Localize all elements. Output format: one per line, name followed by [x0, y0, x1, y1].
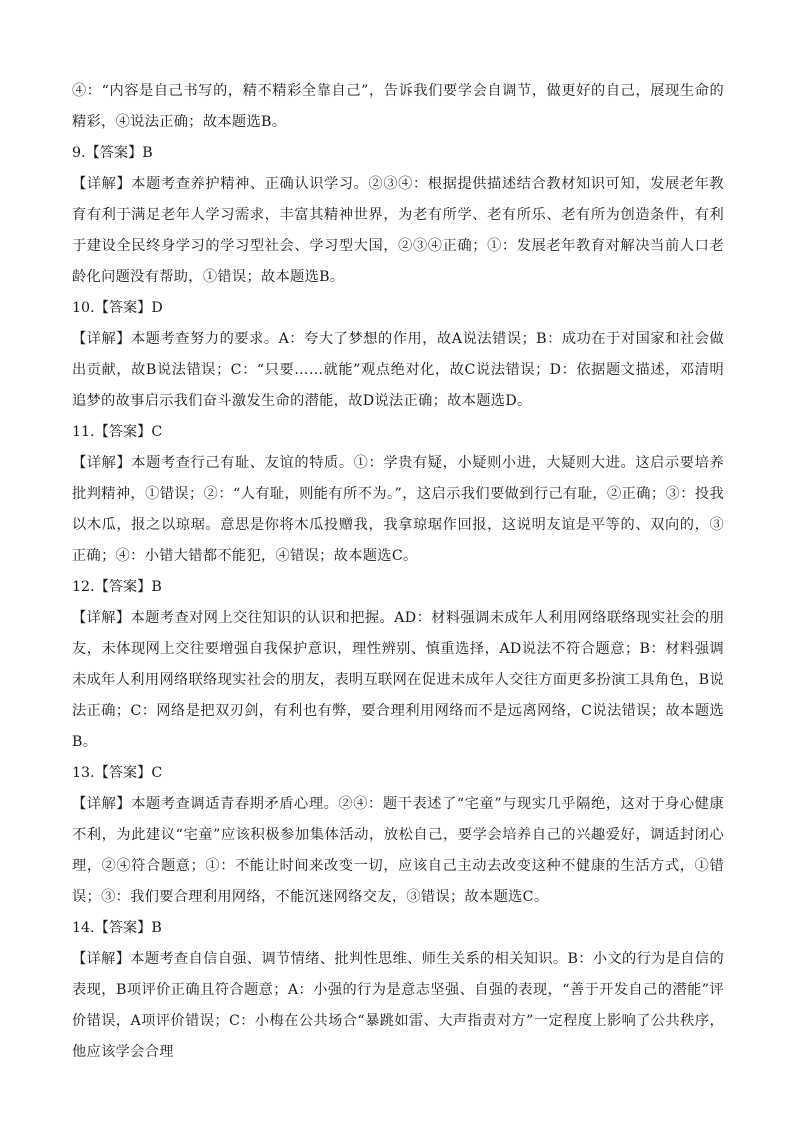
explanation-11: 【详解】本题考查行己有耻、友谊的特质。①：学贵有疑，小疑则小进，大疑则大进。这启示要培养批判精神，①错误；②：“人有耻，则能有所不为。”，这启示我们要做到行己有耻，②正确；③：投我以木瓜，报之以琼琚。意思是你将木瓜投赠我，我拿琼琚作回报，这说明友谊是平等的、双向的，③正确；④：小错大错都不能犯，④错误；故本题选C。 — [72, 455, 724, 564]
paragraph-q8-conclusion: ④：“内容是自己书写的，精不精彩全靠自己”，告诉我们要学会自调节，做更好的自己，展现生命的精彩，④说法正确；故本题选B。 — [72, 83, 724, 130]
document-page — [72, 76, 724, 1068]
explanation-13: 【详解】本题考查调适青春期矛盾心理。②④：题干表述了“宅童”与现实几乎隔绝，这对于身心健康不利，为此建议“宅童”应该积极参加集体活动，放松自己，要学会培养自己的兴趣爱好，调适封闭心理，②④符合题意；①：不能让时间来改变一切，应该自己主动去改变这种不健康的生活方式，①错误；③：我们要合理利用网络，不能沉迷网络交友，③错误；故本题选C。 — [72, 796, 724, 905]
explanation-10: 【详解】本题考查努力的要求。A：夸大了梦想的作用，故A说法错误；B：成功在于对国家和社会做出贡献，故B说法错误；C：“只要……就能”观点绝对化，故C说法错误；D：依据题文描述，邓清明追梦的故事启示我们奋斗激发生命的潜能，故D说法正确；故本题选D。 — [72, 331, 724, 409]
answer-heading-9: 9.【答案】B — [72, 145, 153, 161]
answer-heading-14: 14.【答案】B — [72, 920, 162, 936]
answer-heading-10: 10.【答案】D — [72, 300, 163, 316]
explanation-14: 【详解】本题考查自信自强、调节情绪、批判性思维、师生关系的相关知识。B：小文的行为是自信的表现，B项评价正确且符合题意；A：小强的行为是意志坚强、自强的表现，“善于开发自己的潜能”评价错误，A项评价错误；C：小梅在公共场合“暴跳如雷、大声指责对方”一定程度上影响了公共秩序，他应该学会合理 — [72, 951, 724, 1060]
explanation-12: 【详解】本题考查对网上交往知识的认识和把握。AD：材料强调未成年人利用网络联络现实社会的朋友，未体现网上交往要增强自我保护意识，理性辨别、慎重选择，AD说法不符合题意；B：材料强调未成年人利用网络联络现实社会的朋友，表明互联网在促进未成年人交往方面更多扮演工具角色，B说法正确；C：网络是把双刃剑，有利也有弊，要合理利用网络而不是远离网络，C说法错误；故本题选B。 — [72, 610, 724, 750]
answer-heading-11: 11.【答案】C — [72, 424, 163, 440]
answer-heading-12: 12.【答案】B — [72, 579, 162, 595]
answer-heading-13: 13.【答案】C — [72, 765, 163, 781]
explanation-9: 【详解】本题考查养护精神、正确认识学习。②③④：根据提供描述结合教材知识可知，发展老年教育有利于满足老年人学习需求，丰富其精神世界，为老有所学、老有所乐、老有所为创造条件，有利于建设全民终身学习的学习型社会、学习型大国，②③④正确；①：发展老年教育对解决当前人口老龄化问题没有帮助，①错误；故本题选B。 — [72, 176, 724, 285]
